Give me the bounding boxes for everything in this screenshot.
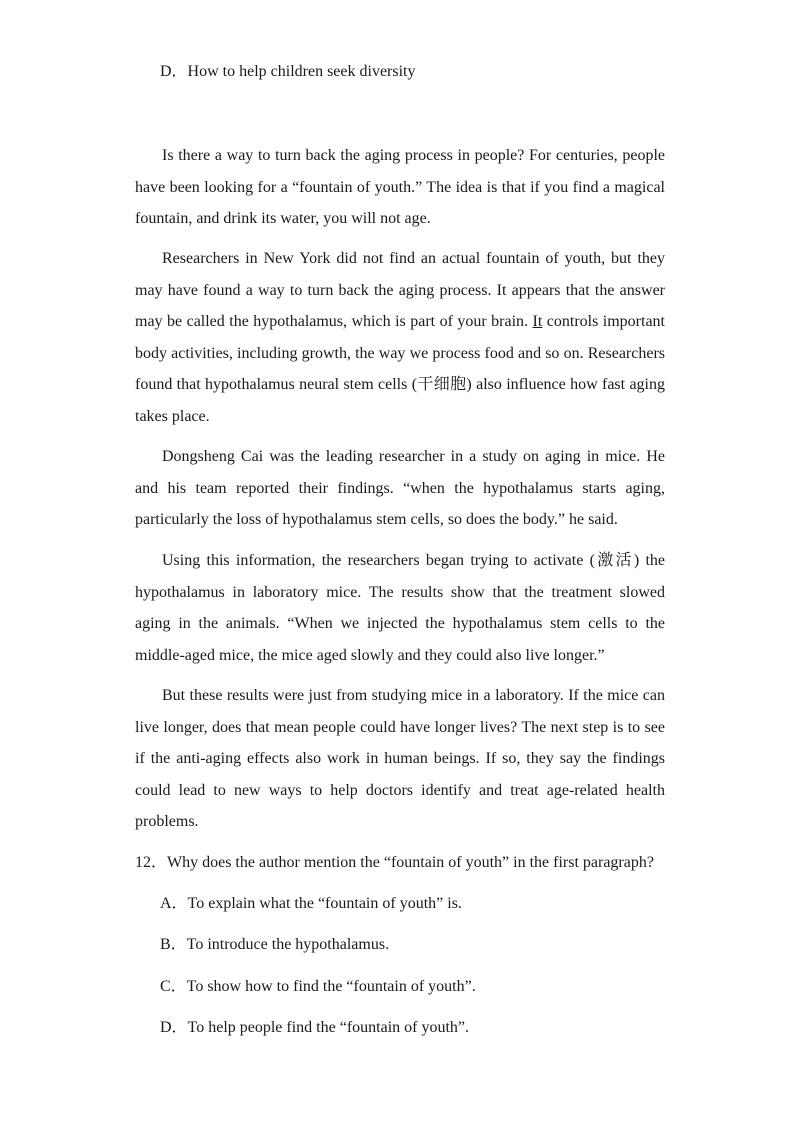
paragraph-2-text-end: controls important body activities, including growth, the way we process food and so on. Researchers found that hypothalamus neural stem cells (干细胞) also influence how fast aging takes place. — [135, 313, 665, 425]
passage-paragraph-5: But these results were just from studying mice in a laboratory. If the mice can live longer, does that mean people could have longer lives? The next step is to see if the anti-aging effects also work in human beings. If so, they say the findings could lead to new ways to help doctors identify and treat age-related health problems. — [135, 687, 665, 830]
underlined-word-it: It — [532, 313, 543, 330]
passage-paragraph-4: Using this information, the researchers began trying to activate (激活) the hypothalamus in laboratory mice. The results show that the treatment slowed aging in the animals. “When we injected the hypothalamus stem cells to the middle-aged mice, the mice aged slowly and they could also live longer.” — [135, 552, 665, 664]
question-12-option-c: C．To show how to find the “fountain of youth”. — [160, 978, 476, 995]
passage-paragraph-3: Dongsheng Cai was the leading researcher in a study on aging in mice. He and his team reported their findings. “when the hypothalamus starts aging, particularly the loss of hypothalamus stem cells, so does the body.” he said. — [135, 448, 665, 528]
paragraph-2-text-start: Researchers in New York did not find an actual fountain of youth, but they may have found a way to turn back the aging process. It appears that the answer may be called the hypothalamus, which is part of your brain. — [135, 250, 665, 330]
question-12-option-d: D．To help people find the “fountain of youth”. — [160, 1019, 470, 1036]
question-12-option-b: B．To introduce the hypothalamus. — [160, 936, 390, 953]
question-12-option-a: A．To explain what the “fountain of youth” is. — [160, 895, 462, 912]
prev-question-option-d: D．How to help children seek diversity — [160, 63, 416, 80]
passage-paragraph-2 — [135, 243, 665, 432]
question-12-stem: 12．Why does the author mention the “fountain of youth” in the first paragraph? — [135, 854, 654, 871]
passage-paragraph-1: Is there a way to turn back the aging process in people? For centuries, people have been looking for a “fountain of youth.” The idea is that if you find a magical fountain, and drink its water, you will not age. — [135, 147, 665, 227]
